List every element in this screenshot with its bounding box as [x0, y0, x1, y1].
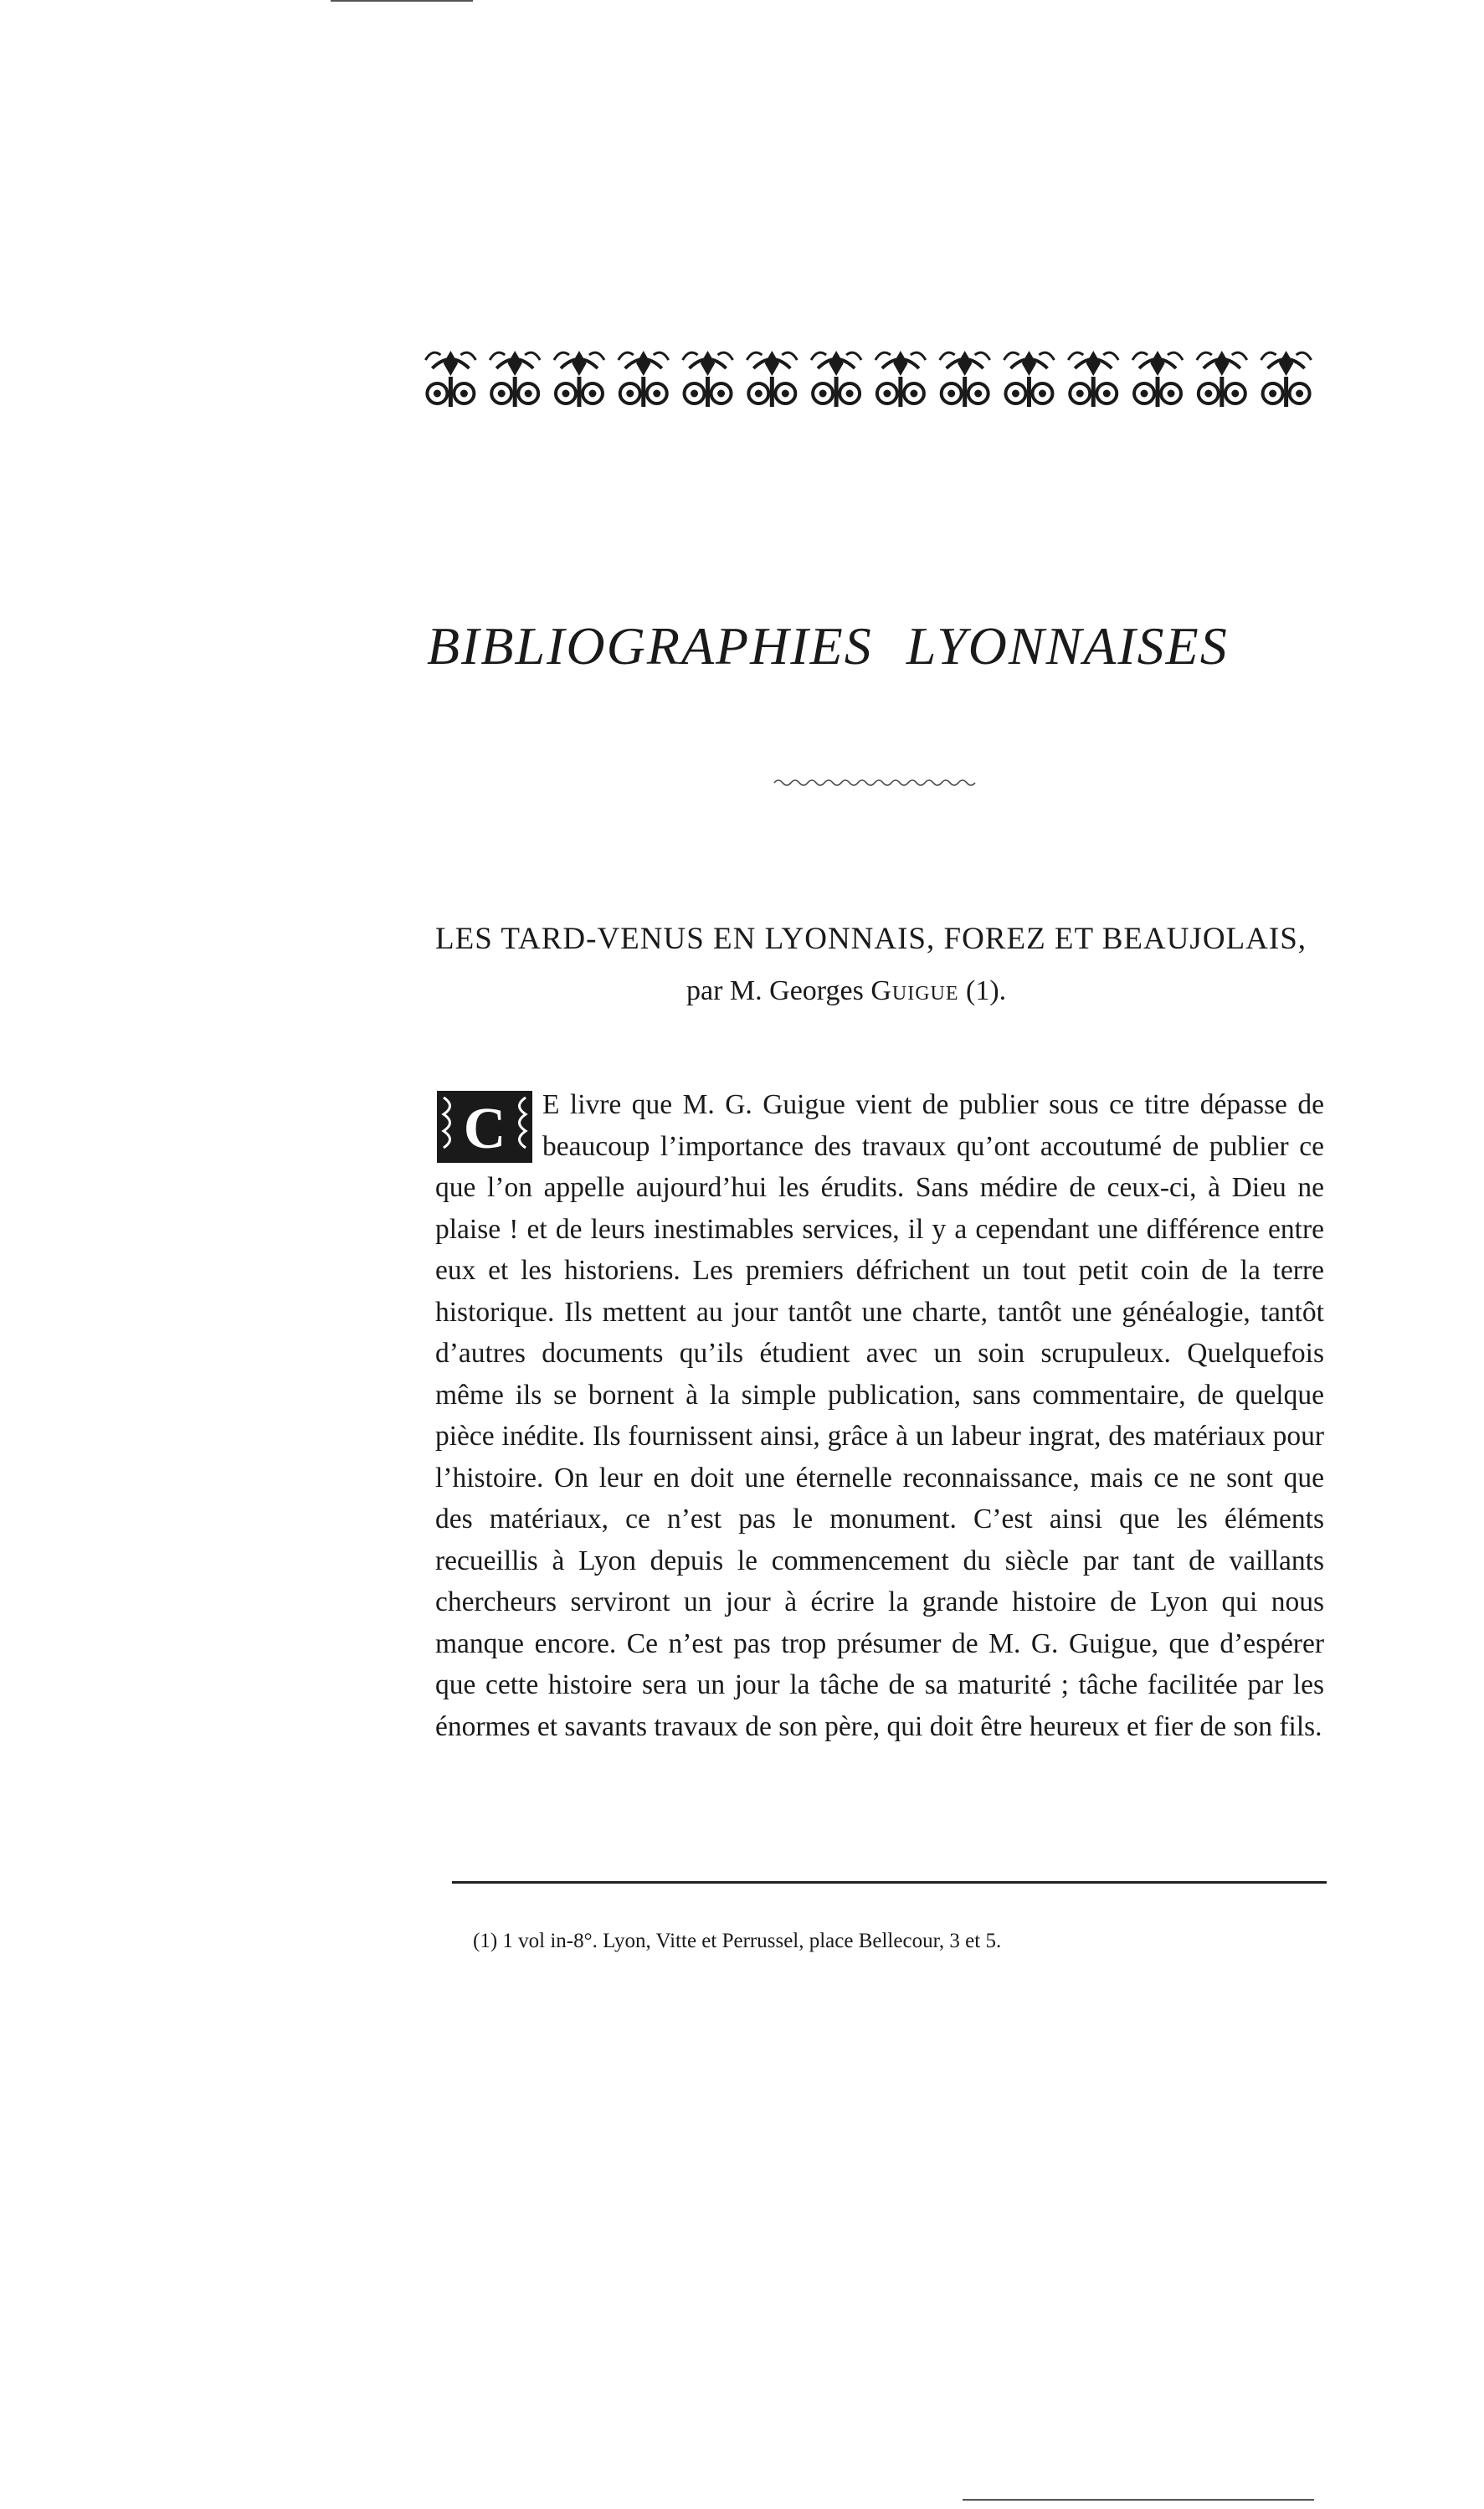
- fleuron-unit-icon: [619, 352, 669, 407]
- fleuron-unit-icon: [747, 352, 797, 407]
- article-body: [435, 1084, 1324, 1747]
- fleuron-unit-icon: [554, 352, 604, 407]
- fleuron-unit-icon: [1261, 352, 1312, 407]
- footnote-divider: [452, 1881, 1327, 1884]
- fleuron-unit-icon: [1068, 352, 1118, 407]
- footnote: (1) 1 vol in-8°. Lyon, Vitte et Perrussel, place Bellecour, 3 et 5.: [473, 1930, 1002, 1952]
- section-title: [427, 615, 1331, 677]
- scan-artifact: [963, 2499, 1314, 2501]
- scan-artifact: [331, 0, 473, 2]
- fleuron-unit-icon: [876, 352, 926, 407]
- fleuron-unit-icon: [1132, 352, 1183, 407]
- ornament-band-icon: [418, 335, 1318, 419]
- fleuron-unit-icon: [940, 352, 990, 407]
- byline: [686, 975, 1006, 1007]
- dropcap-letter: C: [463, 1097, 506, 1161]
- section-title-part2: LYONNAISES: [906, 616, 1229, 676]
- fleuron-unit-icon: [1197, 352, 1247, 407]
- fleuron-unit-icon: [1004, 352, 1054, 407]
- byline-prefix: par M. Georges: [686, 975, 864, 1006]
- fleuron-unit-icon: [683, 352, 733, 407]
- book-title: LES TARD-VENUS EN LYONNAIS, FOREZ ET BEAUJOLAIS,: [435, 922, 1307, 956]
- dropcap-ornament-icon: [435, 1089, 534, 1165]
- byline-suffix: (1).: [958, 975, 1007, 1006]
- fleuron-unit-icon: [490, 352, 540, 407]
- fleuron-unit-icon: [425, 352, 475, 407]
- section-title-part1: BIBLIOGRAPHIES: [427, 616, 873, 676]
- wavy-divider-icon: [770, 774, 979, 791]
- article-body-text: E livre que M. G. Guigue vient de publier sous ce titre dépasse de beaucoup l’importance des travaux qu’ont accoutumé de publier ce que l’on appelle aujourd’hui les érudits. Sans médire de ceux-ci, à Dieu ne plaise ! et de leurs inestimables services, il y a cependant une différence entre eux et les historiens. Les premiers défrichent un tout petit coin de la terre historique. Ils mettent au jour tantôt une charte, tantôt une généalogie, tantôt d’autres documents qu’ils étudient avec un soin scrupuleux. Quelquefois même ils se bornent à la simple publication, sans commentaire, de quelque pièce inédite. Ils fournissent ainsi, grâce à un labeur ingrat, des matériaux pour l’histoire. On leur en doit une éternelle reconnaissance, mais ce ne sont que des matériaux, ce n’est pas le monument. C’est ainsi que les éléments recueillis à Lyon depuis le commencement du siècle par tant de vaillants chercheurs serviront un jour à écrire la grande histoire de Lyon qui nous manque encore. Ce n’est pas trop présumer de M. G. Guigue, que d’espérer que cette histoire sera un jour la tâche de sa maturité ; tâche facilitée par les énormes et savants travaux de son père, qui doit être heureux et fier de son fils.: [435, 1089, 1324, 1742]
- byline-author: Guigue: [870, 975, 959, 1006]
- fleuron-unit-icon: [811, 352, 861, 407]
